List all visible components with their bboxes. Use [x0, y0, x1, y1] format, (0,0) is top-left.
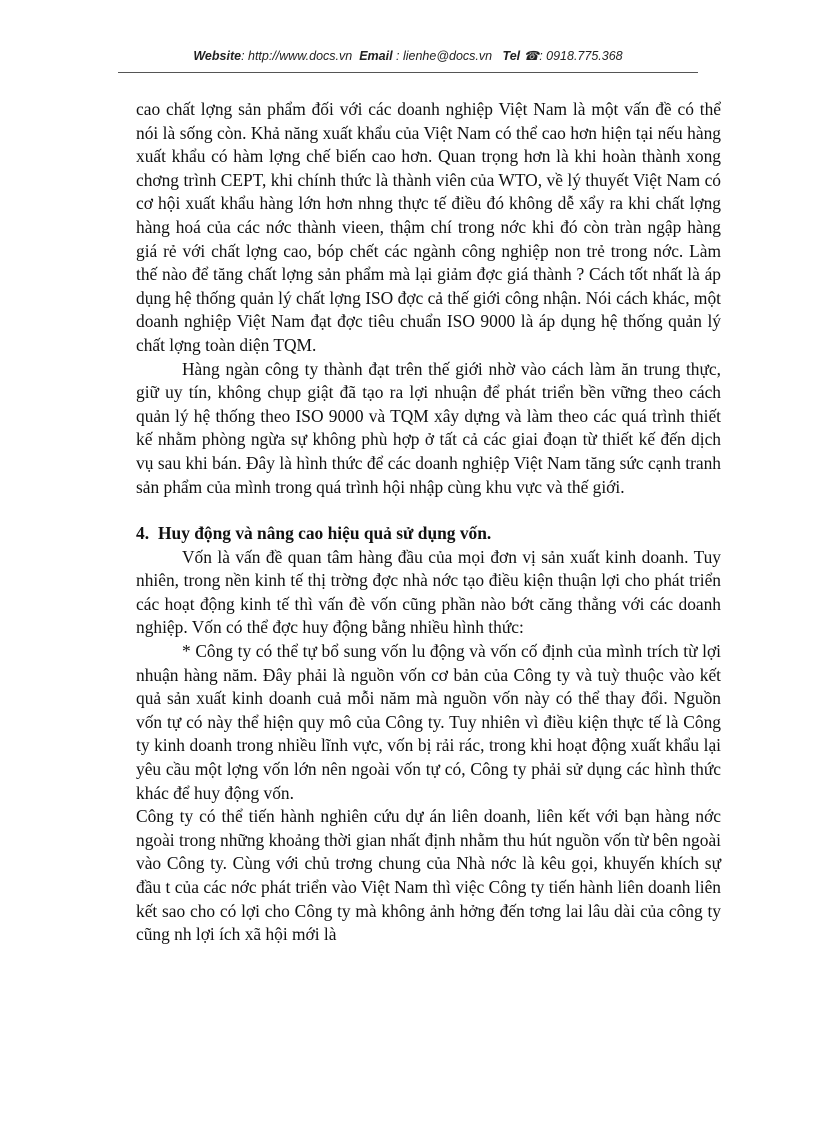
tel-label: Tel	[502, 49, 521, 63]
paragraph: cao chất lợng sản phẩm đối với các doanh nghiệp Việt Nam là một vấn đề có thể nói là sống còn. Khả năng xuất khẩu của Việt Nam có thể cao hơn hiện tại nếu hàng xuất khẩu có hàm lợng chế biến cao hơn. Quan trọng hơn là khi hoàn thành xong chơng trình CEPT, khi chính thức là thành viên của WTO, về lý thuyết Việt Nam có cơ hội xuất khẩu hàng lớn hơn nhng thực tế điều đó không dễ xẩy ra khi chất lợng hàng hoá của các nớc thành vieen, thậm chí trong nớc khi đó còn tràn ngập hàng giá rẻ với chất lợng cao, bóp chết các ngành công nghiệp non trẻ trong nớc. Làm thế nào để tăng chất lợng sản phẩm mà lại giảm đợc giá thành ? Cách tốt nhất là áp dụng hệ thống quản lý chất lợng ISO đợc cả thế giới công nhận. Nói cách khác, một doanh nghiệp Việt Nam đạt đợc tiêu chuẩn ISO 9000 là áp dụng hệ thống quản lý chất lợng toàn diện TQM.	[136, 99, 721, 355]
document-body	[136, 98, 721, 947]
paragraph: Công ty có thể tiến hành nghiên cứu dự án liên doanh, liên kết với bạn hàng nớc ngoài trong những khoảng thời gian nhất định nhằm thu hút nguồn vốn từ bên ngoài vào Công ty. Cùng với chủ trơng chung của Nhà nớc là kêu gọi, khuyến khích sự đầu t của các nớc phát triển vào Việt Nam thì việc Công ty tiến hành liên doanh liên kết sao cho có lợi cho Công ty mà không ảnh hởng đến tơng lai lâu dài của công ty cũng nh lợi ích xã hội mới là	[136, 806, 721, 945]
section-heading	[136, 522, 721, 546]
email-value: : lienhe@docs.vn	[396, 49, 493, 63]
email-label: Email	[359, 49, 393, 63]
section-number: 4.	[136, 523, 150, 544]
website-label: Website	[193, 49, 242, 63]
paragraph: * Công ty có thể tự bổ sung vốn lu động và vốn cố định của mình trích từ lợi nhuận hàng năm. Đây phải là nguồn vốn cơ bản của Công ty và tuỳ thuộc vào kết quả sản xuất kinh doanh cuả mỗi năm mà nguồn vốn này có thể thay đổi. Nguồn vốn tự có này thể hiện quy mô của Công ty. Tuy nhiên vì điều kiện thực tế là Công ty kinh doanh trong nhiều lĩnh vực, vốn bị rải rác, trong khi hoạt động xuất khẩu lại yêu cầu một lợng vốn lớn nên ngoài vốn tự có, Công ty phải sử dụng các hình thức khác để huy động vốn.	[136, 641, 721, 803]
page-header	[118, 48, 698, 73]
paragraph: Vốn là vấn đề quan tâm hàng đầu của mọi đơn vị sản xuất kinh doanh. Tuy nhiên, trong nền kinh tế thị trờng đợc nhà nớc tạo điều kiện thuận lợi cho phát triển các hoạt động kinh tế thì vấn đè vốn cũng phần nào bớt căng thẳng với các doanh nghiệp. Vốn có thể đợc huy động bằng nhiều hình thức:	[136, 546, 721, 638]
section-title: Huy động và nâng cao hiệu quả sử dụng vốn.	[158, 523, 492, 544]
website-value: : http://www.docs.vn	[241, 49, 353, 63]
paragraph: Hàng ngàn công ty thành đạt trên thế giới nhờ vào cách làm ăn trung thực, giữ uy tín, không chụp giật đã tạo ra lợi nhuận để phát triển bền vững theo cách quản lý hệ thống theo ISO 9000 và TQM xây dựng và làm theo các quá trình thiết kế nhằm phòng ngừa sự không phù hợp ở tất cả các giai đoạn từ thiết kế đến dịch vụ sau khi bán. Đây là hình thức để các doanh nghiệp Việt Nam tăng sức cạnh tranh sản phẩm của mình trong quá trình hội nhập cùng khu vực và thế giới.	[136, 358, 721, 497]
tel-value: : 0918.775.368	[539, 49, 623, 63]
telephone-icon: ☎	[523, 49, 540, 63]
